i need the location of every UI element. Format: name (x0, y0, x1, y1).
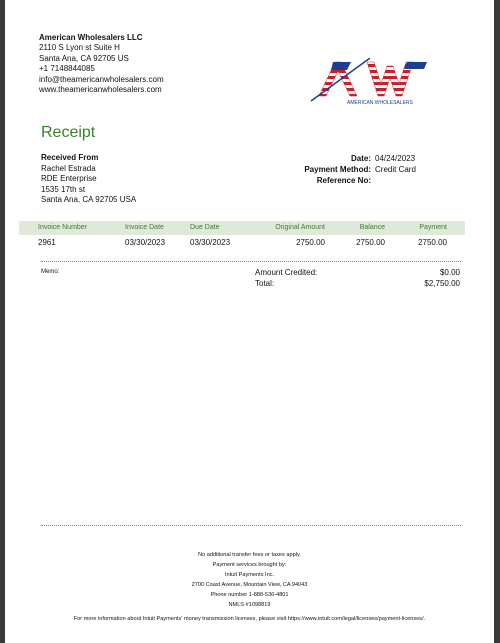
total-label: Total: (255, 279, 275, 288)
customer-name: Rachel Estrada (41, 163, 96, 173)
company-email: info@theamericanwholesalers.com (39, 74, 164, 84)
payment-method-label: Payment Method: (304, 165, 371, 174)
customer-address-line2: Santa Ana, CA 92705 USA (41, 195, 137, 205)
footer-divider (41, 525, 461, 526)
header-balance: Balance (359, 224, 385, 231)
table-header (19, 221, 465, 235)
company-address-line2: Santa Ana, CA 92705 US (39, 53, 129, 63)
table-row (19, 235, 465, 251)
amount-credited-label: Amount Credited: (255, 268, 318, 277)
header-invoice-number: Invoice Number (38, 224, 88, 231)
total-row (255, 278, 460, 289)
payment-method-value: Credit Card (375, 165, 416, 174)
table-divider (41, 261, 461, 262)
licenses-note: For more information about Intuit Payments' money transmission licenses, please visit https://www.intuit.com/legal/licenses/payment-licenses/. (73, 616, 426, 622)
cell-original-amount: 2750.00 (296, 238, 325, 247)
reference-label: Reference No: (316, 176, 371, 185)
cell-invoice-date: 03/30/2023 (125, 238, 166, 247)
received-from-block (41, 153, 136, 206)
cell-balance: 2750.00 (356, 238, 385, 247)
total-value: $2,750.00 (424, 279, 460, 288)
reference-row (255, 175, 455, 186)
payment-services-info (5, 550, 494, 610)
company-logo (307, 58, 443, 106)
footer-line: Phone number 1-888-536-4801 (210, 592, 289, 598)
receipt-meta (255, 153, 455, 186)
customer-address-line1: 1535 17th st (41, 184, 86, 194)
footer-line: Payment services brought by: (212, 562, 287, 568)
header-payment: Payment (419, 224, 447, 231)
footer-line: Intuit Payments Inc. (224, 572, 275, 578)
header-original-amount: Original Amount (275, 224, 325, 231)
footer-line: 2700 Coast Avenue, Mountain View, CA 94043 (191, 582, 308, 588)
totals-block (255, 267, 460, 289)
received-from-label: Received From (41, 153, 99, 162)
amount-credited-value: $0.00 (439, 268, 460, 277)
cell-invoice-number: 2961 (38, 238, 56, 247)
date-label: Date: (350, 154, 371, 163)
customer-company: RDE Enterprise (41, 174, 97, 184)
date-row (255, 153, 455, 164)
header-due-date: Due Date (190, 224, 220, 231)
cell-due-date: 03/30/2023 (190, 238, 231, 247)
date-value: 04/24/2023 (375, 154, 416, 163)
payment-method-row (255, 164, 455, 175)
cell-payment: 2750.00 (418, 238, 447, 247)
company-name: American Wholesalers LLC (39, 33, 143, 42)
memo-label: Memo: (41, 269, 60, 275)
logo-text: AMERICAN WHOLESALERS (347, 100, 413, 106)
company-website: www.theamericanwholesalers.com (39, 85, 162, 95)
receipt-page (5, 0, 494, 643)
company-phone: +1 7148844085 (39, 64, 95, 74)
footer-line: NMLS #1098819 (228, 602, 271, 608)
footer-line: No additional transfer fees or taxes apply. (198, 552, 301, 558)
amount-credited-row (255, 267, 460, 278)
page-title: Receipt (41, 124, 96, 141)
company-info (39, 33, 164, 95)
header-invoice-date: Invoice Date (125, 224, 164, 231)
company-address-line1: 2110 S Lyon st Suite H (39, 43, 120, 53)
